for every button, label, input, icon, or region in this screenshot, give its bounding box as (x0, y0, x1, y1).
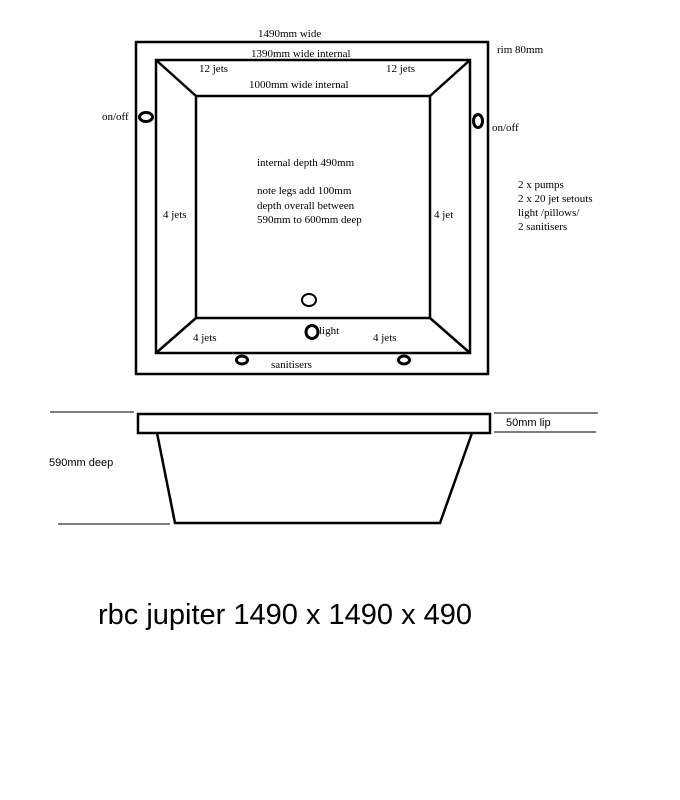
corner-line-tl (156, 60, 196, 96)
sanitisers-label: sanitisers (271, 359, 312, 371)
sanitiser-left-icon (237, 356, 248, 364)
corner-line-tr (430, 60, 470, 96)
side-note-line-1: 2 x pumps (518, 179, 564, 191)
side-note-line-4: 2 sanitisers (518, 221, 568, 233)
corner-line-bl (156, 318, 196, 353)
tub-body (157, 433, 472, 523)
light-label: light (319, 325, 340, 337)
left-switch-icon (140, 113, 153, 122)
top-right-jets-label: 12 jets (386, 63, 416, 75)
left-switch-label: on/off (102, 111, 129, 123)
left-jets-label: 4 jets (163, 209, 187, 221)
floor-jet-icon (302, 294, 316, 306)
side-note-line-3: light /pillows/ (518, 207, 580, 219)
bottom-left-jets-label: 4 jets (193, 332, 217, 344)
lip-rect (138, 414, 490, 433)
light-icon (306, 326, 318, 339)
lip-label: 50mm lip (506, 417, 551, 429)
center-note-line-5: 590mm to 600mm deep (257, 214, 362, 226)
top-left-jets-label: 12 jets (199, 63, 229, 75)
side-note-line-2: 2 x 20 jet setouts (518, 193, 593, 205)
internal-width-2-label: 1000mm wide internal (249, 79, 349, 91)
bottom-right-jets-label: 4 jets (373, 332, 397, 344)
sanitiser-right-icon (399, 356, 410, 364)
internal-width-1-label: 1390mm wide internal (251, 48, 351, 60)
depth-label: 590mm deep (49, 457, 114, 469)
corner-line-br (430, 318, 470, 353)
right-switch-label: on/off (492, 122, 519, 134)
right-switch-icon (474, 115, 483, 128)
outer-width-label: 1490mm wide (258, 28, 322, 40)
right-jets-label: 4 jet (434, 209, 454, 221)
center-note-line-1: internal depth 490mm (257, 157, 355, 169)
caption: rbc jupiter 1490 x 1490 x 490 (98, 599, 473, 631)
center-note-line-4: depth overall between (257, 200, 355, 212)
rim-label: rim 80mm (497, 44, 544, 56)
center-note-line-3: note legs add 100mm (257, 185, 352, 197)
